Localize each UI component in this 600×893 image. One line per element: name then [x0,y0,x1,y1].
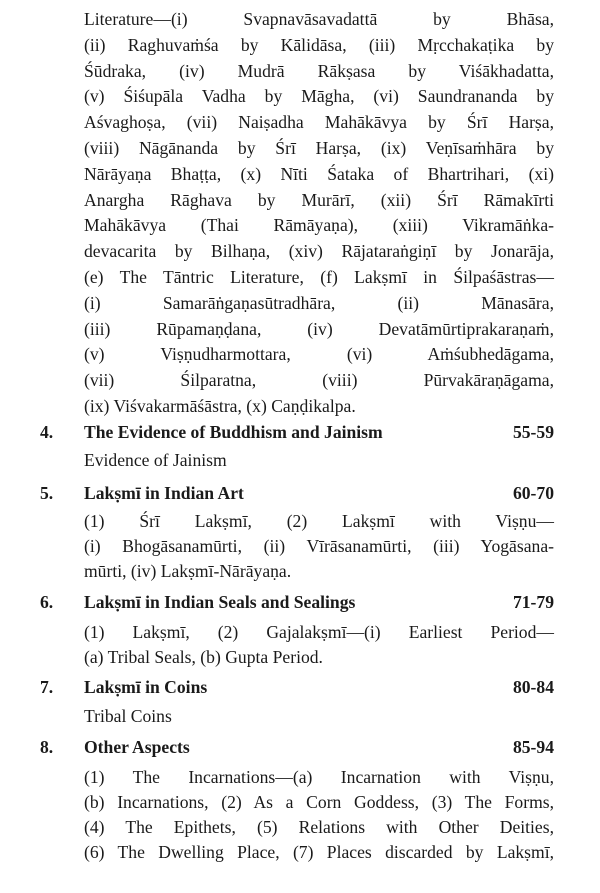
chapter-5-contents [84,509,554,584]
chapter-pages: 80-84 [512,677,554,697]
chapter-4-heading [40,420,554,446]
continuation-line: (iii) Rūpamaṇḍana, (iv) Devatāmūrtiprakaraṇaṁ, [84,318,554,339]
chapter-pages: 55-59 [512,422,554,442]
sub-line: Tribal Coins [84,706,172,726]
chapter-number: 8. [40,737,54,757]
continuation-line: devacarita by Bilhaṇa, (xiv) Rājataraṅgiṇī by Jonarāja, [84,241,554,262]
continuation-line: Nārāyaṇa Bhaṭṭa, (x) Nīti Śataka of Bhartrihari, (xi) [84,163,554,184]
chapter-pages: 60-70 [512,483,554,503]
chapter-7-heading [40,675,554,701]
sub-line: (i) Bhogāsanamūrti, (ii) Vīrāsanamūrti, (iii) Yogāsana- [84,536,554,556]
sub-line: (1) The Incarnations—(a) Incarnation with Viṣṇu, [84,767,554,787]
chapter-title: Lakṣmī in Indian Art [84,483,244,503]
chapter-title: The Evidence of Buddhism and Jainism [84,422,383,442]
continuation-line: (ix) Viśvakarmāśāstra, (x) Caṇḍikalpa. [84,395,356,416]
continuation-line: (e) The Tāntric Literature, (f) Lakṣmī in Śilpaśāstras— [84,266,554,287]
continuation-line: Śūdraka, (iv) Mudrā Rākṣasa by Viśākhadatta, [84,60,554,81]
continuation-line: (v) Śiśupāla Vadha by Māgha, (vi) Saundrananda by [84,86,554,107]
chapter-title: Other Aspects [84,737,190,757]
chapter-8-heading [40,735,554,761]
chapter-7-contents [84,704,554,729]
chapter-title: Lakṣmī in Indian Seals and Sealings [84,592,356,612]
sub-line: (4) The Epithets, (5) Relations with Other Deities, [84,817,554,837]
sub-line: (a) Tribal Seals, (b) Gupta Period. [84,647,323,667]
chapter-3-continuation [84,7,554,420]
chapter-title: Lakṣmī in Coins [84,677,208,697]
chapter-8-contents [84,765,554,865]
continuation-line: (viii) Nāgānanda by Śrī Harṣa, (ix) Veṇīsaṁhāra by [84,137,554,158]
sub-line: (6) The Dwelling Place, (7) Places discarded by Lakṣmī, [84,842,554,862]
chapter-pages: 71-79 [512,592,554,612]
continuation-line: (vii) Śilparatna, (viii) Pūrvakāraṇāgama, [84,370,554,391]
sub-line: Evidence of Jainism [84,450,227,470]
sub-line: mūrti, (iv) Lakṣmī-Nārāyaṇa. [84,561,292,581]
sub-line: (1) Śrī Lakṣmī, (2) Lakṣmī with Viṣṇu— [84,511,554,531]
chapter-6-contents [84,620,554,670]
chapter-4-contents [84,448,554,473]
sub-line: (b) Incarnations, (2) As a Corn Goddess, (3) The Forms, [84,792,554,812]
chapter-6-heading [40,590,554,616]
continuation-line: Aśvaghoṣa, (vii) Naiṣadha Mahākāvya by Śrī Harṣa, [84,112,554,133]
sub-line: (1) Lakṣmī, (2) Gajalakṣmī—(i) Earliest Period— [84,622,554,642]
continuation-line: Anargha Rāghava by Murārī, (xii) Śrī Rāmakīrti [84,189,554,210]
continuation-line: (ii) Raghuvaṁśa by Kālidāsa, (iii) Mṛcchakaṭika by [84,34,554,55]
chapter-number: 6. [40,592,54,612]
chapter-5-heading [40,481,554,507]
chapter-number: 7. [40,677,54,697]
continuation-line: (i) Samarāṅgaṇasūtradhāra, (ii) Mānasāra, [84,292,554,313]
continuation-line: Mahākāvya (Thai Rāmāyaṇa), (xiii) Vikramāṅka- [84,215,554,236]
chapter-pages: 85-94 [512,737,554,757]
continuation-line: Literature—(i) Svapnavāsavadattā by Bhāsa, [84,9,554,29]
chapter-number: 4. [40,422,54,442]
continuation-line: (v) Viṣṇudharmottara, (vi) Aṁśubhedāgama, [84,344,554,365]
chapter-number: 5. [40,483,54,503]
